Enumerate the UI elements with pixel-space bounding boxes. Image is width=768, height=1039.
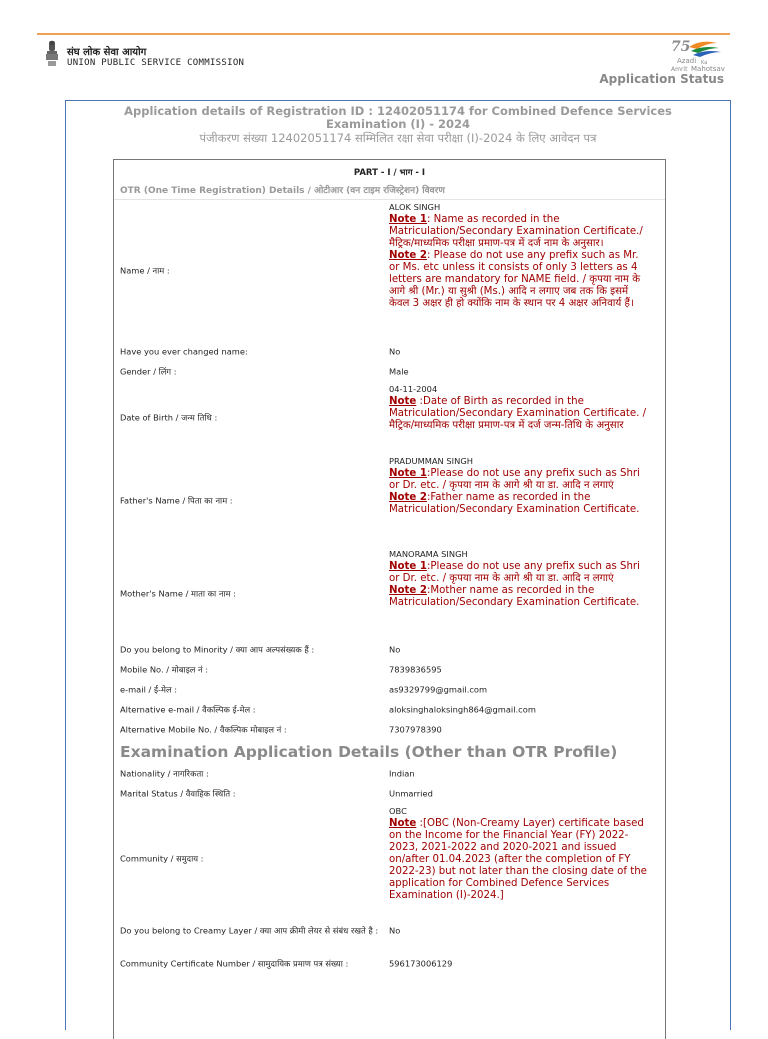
dob-note-text: :Date of Birth as recorded in the Matriculation/Secondary Examination Certificate. / मैट्रिक/माध्यमिक परीक्षा प्रमाण-पत्र में दर्ज जन्म-तिथि के अनुसार [389,395,647,431]
minority-label: Do you belong to Minority / क्या आप अल्पसंख्यक हैं : [120,644,315,655]
dob-note-label: Note [389,395,417,407]
dob-row [114,382,665,454]
community-note-label: Note [389,817,417,829]
changed-name-value: No [389,346,401,357]
mother-value: MANORAMA SINGH [389,549,468,559]
mother-row [114,547,665,640]
father-row [114,454,665,547]
father-note-2-text: :Father name as recorded in the Matriculation/Secondary Examination Certificate. [389,491,640,515]
email-label: e-mail / ई-मेल : [120,684,178,695]
org-name-hindi: संघ लोक सेवा आयोग [67,47,147,58]
name-row [114,200,665,342]
otr-section-title: OTR (One Time Registration) Details / ओटीआर (वन टाइम रजिस्ट्रेशन) विवरण [114,183,665,200]
name-note-2-text: : Please do not use any prefix such as Mr. or Ms. etc unless it consists of only 3 letters as 4 letters are mandatory for NAME field. / कृपया नाम के आगे श्री (Mr.) या सुश्री (Ms.) आदि न लगाए जब तक कि इसमें केवल 3 अक्षर ही हो क्योंकि नाम के स्थान पर 4 अक्षर अनिवार्य हैं। [389,249,641,309]
alt-email-label: Alternative e-mail / वैकल्पिक ई-मेल : [120,704,256,715]
father-note-1-label: Note 1 [389,467,427,479]
changed-name-label: Have you ever changed name: [120,346,248,357]
alt-email-row [114,700,665,720]
creamy-layer-value: No [389,925,401,936]
page-header [37,35,730,85]
minority-value: No [389,644,401,655]
marital-label: Marital Status / वैवाहिक स्थिति : [120,788,236,799]
page-heading [66,105,730,131]
father-note-2 [389,492,651,516]
nationality-row [114,764,665,784]
nationality-label: Nationality / नागरिकता : [120,768,209,779]
svg-text:75: 75 [671,39,691,55]
alt-email-value: aloksinghaloksingh864@gmail.com [389,704,536,715]
svg-text:Mahotsav: Mahotsav [691,65,725,73]
dob-label: Date of Birth / जन्म तिथि : [120,412,218,423]
changed-name-row [114,342,665,362]
mother-note-2-text: :Mother name as recorded in the Matriculation/Secondary Examination Certificate. [389,584,640,608]
name-label: Name / नाम : [120,265,170,276]
alt-mobile-label: Alternative Mobile No. / वैकल्पिक मोबाइल नं : [120,724,287,735]
gender-label: Gender / लिंग : [120,366,177,377]
name-note-1 [389,214,651,250]
name-note-2-label: Note 2 [389,249,427,261]
gender-row [114,362,665,382]
father-note-2-label: Note 2 [389,491,427,503]
certificate-number-row [114,948,665,980]
father-value-block [389,456,651,516]
dob-note [389,396,651,432]
national-emblem-icon [44,40,60,68]
mother-note-1-label: Note 1 [389,560,427,572]
mobile-row [114,660,665,680]
name-note-2 [389,250,651,310]
application-status-title: Application Status [599,72,724,86]
father-note-1 [389,468,651,492]
email-row [114,680,665,700]
mobile-value: 7839836595 [389,664,442,675]
mobile-label: Mobile No. / मोबाइल नं : [120,664,209,675]
nationality-value: Indian [389,768,415,779]
creamy-layer-label: Do you belong to Creamy Layer / क्या आप क्रीमी लेयर से संबंध रखते है : [120,925,379,936]
community-value: OBC [389,806,407,816]
name-note-1-label: Note 1 [389,213,427,225]
community-label: Community / समुदाय : [120,853,204,864]
mother-note-2 [389,585,651,609]
heading-hindi: पंजीकरण संख्या 12402051174 सम्मिलित रक्षा सेवा परीक्षा (I)-2024 के लिए आवेदन पत्र [199,131,597,145]
marital-row [114,784,665,804]
svg-text:Ka: Ka [701,60,708,66]
details-table [113,159,666,1039]
mother-label: Mother's Name / माता का नाम : [120,588,236,598]
mother-note-1-text: :Please do not use any prefix such as Shri or Dr. etc. / कृपया नाम के आगे श्री या डा. आदि न लगाएं [389,560,640,584]
certificate-number-label: Community Certificate Number / सामुदायिक प्रमाण पत्र संख्या : [120,958,349,969]
name-value-block [389,202,651,310]
alt-mobile-value: 7307978390 [389,724,442,735]
svg-text:Azadi: Azadi [677,57,697,65]
father-value: PRADUMMAN SINGH [389,456,473,466]
mother-note-2-label: Note 2 [389,584,427,596]
azadi-ka-amrit-mahotsav-logo [667,37,733,73]
mother-value-block [389,549,651,609]
name-value: ALOK SINGH [389,202,441,212]
gender-value: Male [389,366,409,377]
father-note-1-text: :Please do not use any prefix such as Shri or Dr. etc. / कृपया नाम के आगे श्री या डा. आदि न लगाएं [389,467,640,491]
org-name-english: UNION PUBLIC SERVICE COMMISSION [67,58,245,68]
community-note [389,818,651,902]
community-note-text: :[OBC (Non-Creamy Layer) certificate based on the Income for the Financial Year (FY) 2022-2023, 2021-2022 and 2020-2021 and issued on/after 01.04.2023 (after the completion of FY 2022-23) but not later than the closing date of the application for Combined Defence Services Examination (I)-2024.] [389,817,647,901]
creamy-layer-row [114,914,665,948]
heading-line-1: Application details of Registration ID : 12402051174 for Combined Defence Services [124,104,672,118]
email-value: as9329799@gmail.com [389,684,488,695]
application-frame [65,100,731,1030]
community-row [114,804,665,914]
father-label: Father's Name / पिता का नाम : [120,495,233,505]
name-note-1-text: : Name as recorded in the Matriculation/Secondary Examination Certificate./ मैट्रिक/माध्यमिक परीक्षा प्रमाण-पत्र में दर्ज नाम के अनुसार। [389,213,643,249]
heading-line-2: Examination (I) - 2024 [325,117,470,131]
community-value-block [389,806,651,902]
dob-value: 04-11-2004 [389,384,438,394]
dob-value-block [389,384,651,432]
minority-row [114,640,665,660]
alt-mobile-row [114,720,665,740]
mother-note-1 [389,561,651,585]
exam-section-title: Examination Application Details (Other than OTR Profile) [120,743,618,761]
marital-value: Unmarried [389,788,433,799]
svg-text:Amrit: Amrit [671,66,688,73]
part-title: PART - I / भाग - I [353,168,426,178]
certificate-number-value: 596173006129 [389,958,453,969]
